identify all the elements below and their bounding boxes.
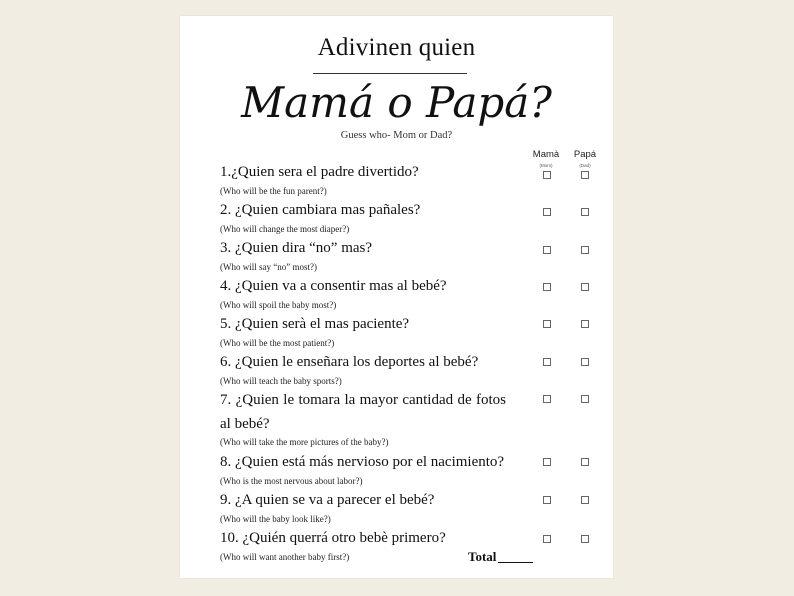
checkbox-mom-8[interactable] — [543, 458, 551, 466]
question-1: 1.¿Quien sera el padre divertido? — [220, 164, 419, 180]
question-2-english: (Who will change the most diaper?) — [220, 224, 350, 234]
checkbox-mom-6[interactable] — [543, 358, 551, 366]
checkbox-mom-5[interactable] — [543, 320, 551, 328]
checkbox-dad-5[interactable] — [581, 320, 589, 328]
question-2: 2. ¿Quien cambiara mas pañales? — [220, 202, 421, 218]
checkbox-dad-9[interactable] — [581, 496, 589, 504]
column-sublabel-mom: (Mom) — [539, 163, 553, 168]
question-1-english: (Who will be the fun parent?) — [220, 186, 327, 196]
checkbox-dad-1[interactable] — [581, 171, 589, 179]
checkbox-dad-2[interactable] — [581, 208, 589, 216]
title-divider — [313, 73, 467, 74]
checkbox-dad-6[interactable] — [581, 358, 589, 366]
question-7-english: (Who will take the more pictures of the baby?) — [220, 437, 389, 447]
column-sublabel-dad: (Dad) — [579, 163, 591, 168]
checkbox-mom-3[interactable] — [543, 246, 551, 254]
question-9-english: (Who will the baby look like?) — [220, 514, 331, 524]
checkbox-mom-1[interactable] — [543, 171, 551, 179]
script-title: Mamá o Papá? — [241, 78, 552, 127]
total-blank-line — [498, 562, 533, 563]
question-10-english: (Who will want another baby first?) — [220, 552, 350, 562]
checkbox-dad-7[interactable] — [581, 395, 589, 403]
question-6: 6. ¿Quien le enseñara los deportes al bebé? — [220, 354, 479, 370]
column-header-mom — [528, 149, 564, 168]
checkbox-mom-2[interactable] — [543, 208, 551, 216]
checkbox-dad-4[interactable] — [581, 283, 589, 291]
checkbox-mom-9[interactable] — [543, 496, 551, 504]
checkbox-dad-10[interactable] — [581, 535, 589, 543]
question-6-english: (Who will teach the baby sports?) — [220, 376, 342, 386]
question-7: 7. ¿Quien le tomara la mayor cantidad de fotos al bebé? — [220, 392, 506, 432]
page-title: Adivinen quien — [317, 34, 476, 61]
total-label: Total — [468, 549, 497, 564]
checkbox-mom-10[interactable] — [543, 535, 551, 543]
checkbox-mom-7[interactable] — [543, 395, 551, 403]
worksheet-page — [180, 16, 613, 578]
question-5-english: (Who will be the most patient?) — [220, 338, 335, 348]
column-header-dad — [567, 149, 603, 168]
column-label-mom: Mamà — [532, 149, 560, 160]
question-8-english: (Who is the most nervous about labor?) — [220, 476, 363, 486]
checkbox-mom-4[interactable] — [543, 283, 551, 291]
question-9: 9. ¿A quien se va a parecer el bebé? — [220, 492, 435, 508]
checkbox-dad-8[interactable] — [581, 458, 589, 466]
subtitle: Guess who- Mom or Dad? — [340, 130, 453, 141]
question-5: 5. ¿Quien serà el mas paciente? — [220, 316, 410, 332]
question-10: 10. ¿Quién querrá otro bebè primero? — [220, 530, 446, 546]
question-3: 3. ¿Quien dira “no” mas? — [220, 240, 373, 256]
question-4-english: (Who will spoil the baby most?) — [220, 300, 337, 310]
question-8: 8. ¿Quien está más nervioso por el nacimiento? — [220, 454, 505, 470]
checkbox-dad-3[interactable] — [581, 246, 589, 254]
question-3-english: (Who will say “no” most?) — [220, 262, 317, 272]
column-label-dad: Papá — [573, 149, 597, 160]
question-4: 4. ¿Quien va a consentir mas al bebé? — [220, 278, 447, 294]
